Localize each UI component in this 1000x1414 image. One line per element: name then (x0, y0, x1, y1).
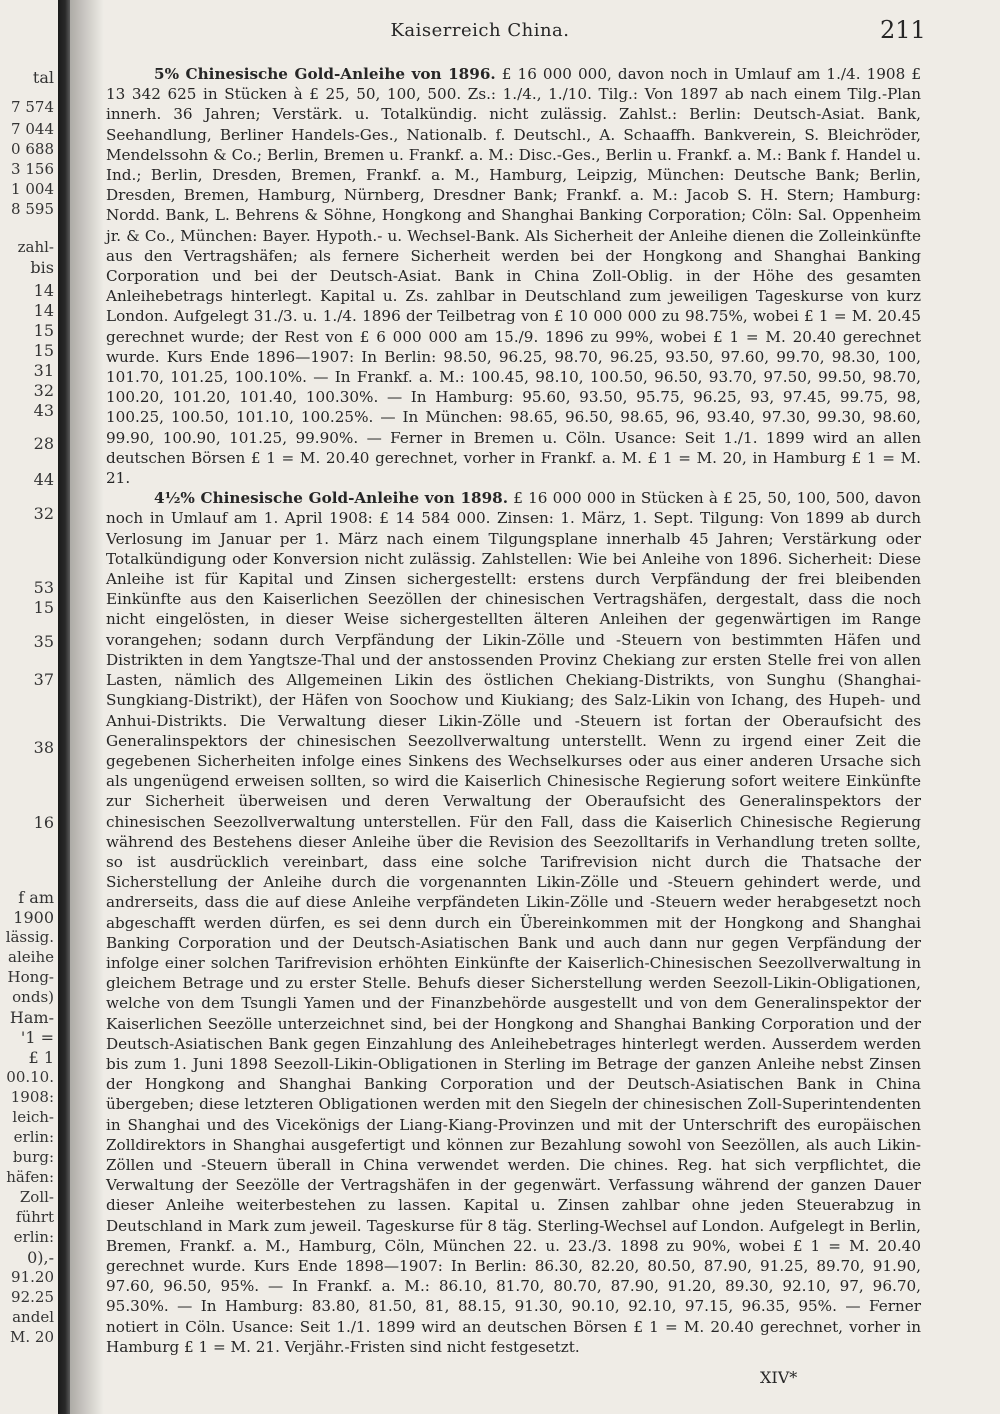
margin-fragment-line: 91.20 (11, 1268, 54, 1286)
margin-fragment-line: Zoll- (19, 1188, 54, 1206)
margin-fragment-line: Ham- (9, 1008, 54, 1027)
margin-fragment-line: erlin: (13, 1228, 54, 1246)
margin-fragment-line: 7 044 (11, 120, 54, 138)
margin-fragment-line: 1900 (13, 908, 54, 927)
margin-fragment-line: 0),- (27, 1248, 54, 1267)
margin-fragment-line: 37 (33, 670, 54, 689)
margin-fragment-line: 43 (33, 401, 54, 420)
margin-fragment-line: £ 1 (28, 1048, 54, 1067)
margin-fragment-line: 28 (33, 434, 54, 453)
margin-fragment-line: burg: (12, 1148, 54, 1166)
section-heading: 5% Chinesische Gold-Anleihe von 1896. (154, 65, 496, 83)
margin-fragment-line: 1908: (10, 1088, 54, 1106)
margin-fragment-line: 3 156 (11, 160, 54, 178)
margin-fragment-line: 15 (33, 598, 54, 617)
section-heading: 4½% Chinesische Gold-Anleihe von 1898. (154, 489, 509, 508)
margin-fragment-line: lässig. (5, 928, 54, 946)
margin-fragment-line: 7 574 (11, 98, 54, 116)
margin-fragment-line: 0 688 (11, 140, 54, 158)
section-text: £ 16 000 000 in Stücken à £ 25, 50, 100, 500, davon noch in Umlauf am 1. April 1908: £ 14 584 000. Zinsen: 1. März, 1. Sept. Tilgung: Von 1899 ab durch Verlosung im Januar per 1. März nach einem Tilgungsplane innerhalb 45 Jahren; Verstärkung oder Totalkündigung oder Konversion nicht zulässig. Zahlstellen: Wie bei Anleihe von 1896. Sicherheit: Diese Anleihe ist für Kapital und Zinsen sichergestellt: erstens durch Verpfändung der frei bleibenden Einkünfte aus den Kaiserlichen Seezöllen der chinesischen Vertragshäfen, dergestalt, dass die noch nicht eingelösten, in dieser Weise sichergestellten älteren Anleihen der gegenwärtigen im Range vorangehen; sodann durch Verpfändung der Likin-Zölle und -Steuern von bestimmten Häfen und Distrikten in dem Yangtsze-Thal und der anstossenden Provinz Chekiang zur ersten Stelle frei von allen Lasten, nämlich des Allgemeinen Likin des östlichen Chekiang-Distrikts, von Sunghu (Shanghai-Sungkiang-Distrikt), der Häfen von Soochow und Kiukiang; des Salz-Likin von Ichang, des Hupeh- und Anhui-Distrikts. Die Verwaltung dieser Likin-Zölle und -Steuern ist fortan der Oberaufsicht des Generalinspektors der chinesischen Seezollverwaltung unterstellt. Wenn zu irgend einer Zeit die gegebenen Sicherheiten infolge eines Sinkens des Wechselkurses oder aus einer anderen Ursache sich als ungenügend erweisen sollten, so wird die Kaiserlich Chinesische Regierung sofort weitere Einkünfte zur Sicherheit überweisen und deren Verwaltung der Oberaufsicht des Generalinspektors der chinesischen Seezollverwaltung unterstellen. Für den Fall, dass die Kaiserlich Chinesische Regierung während des Bestehens dieser Anleihe über die Revision des Seezolltarifs in Verhandlung treten sollte, so ist ausdrücklich vereinbart, dass eine solche Tarifrevision nicht durch die Thatsache der Sicherstellung der Anleihe durch die vorgenannten Likin-Zölle und -Steuern gehindert werde, und andrerseits, dass die auf diese Anleihe verpfändeten Likin-Zölle und -Steuern weder herabgesetzt noch abgeschafft werden dürfen, es sei denn durch ein Übereinkommen mit der Hongkong and Shanghai Banking Corporation und der Deutsch-Asiatischen Bank und auch dann nur gegen Verpfändung der infolge einer solchen Tarifrevision erhöhten Einkünfte der Kaiserlich-Chinesischen Seezollverwaltung in gleichem Betrage und zu erster Stelle. Behufs dieser Sicherstellung werden Seezoll-Likin-Obligationen, welche von dem Tsungli Yamen und der Finanzbehörde ausgestellt und von dem Generalinspektor der Kaiserlichen Seezölle unterzeichnet sind, bei der Hongkong and Shanghai Banking Corporation und der Deutsch-Asiatischen Bank gegen Einzahlung des Anleihebetrages hinterlegt werden. Ausserdem werden bis zum 1. Juni 1898 Seezoll-Likin-Obligationen in Sterling im Betrage der ganzen Anleihe nebst Zinsen der Hongkong and Shanghai Banking Corporation und der Deutsch-Asiatischen Bank in China übergeben; diese letzteren Obligationen werden mit den Siegeln der chinesischen Zoll-Superintendenten in Shanghai und des Vicekönigs der Liang-Kiang-Provinzen und mit der Unterschrift des europäischen Zolldirektors in Shanghai ausgefertigt und können zur Bezahlung sowohl von Seezöllen, als auch Likin-Zöllen und -Steuern überall in China verwendet werden. Die chines. Reg. hat sich verpflichtet, die Verwaltung der Seezölle der Vertragshäfen in der gegenwärt. Verfassung während der ganzen Dauer dieser Anleihe weiterbestehen zu lassen. Kapital u. Zinsen zahlbar ohne jeden Steuerabzug in Deutschland in Mark zum jeweil. Tageskurse für 8 täg. Sterling-Wechsel auf London. Aufgelegt in Berlin, Bremen, Frankf. a. M., Hamburg, Cöln, München 22. u. 23./3. 1898 zu 90%, wobei £ 1 = M. 20.40 gerechnet wurde. Kurs Ende 1898—1907: In Berlin: 86.30, 82.20, 80.50, 87.90, 91.25, 89.70, 91.90, 97.60, 96.50, 95%. — In Frankf. a. M.: 86.10, 81.70, 80.70, 87.90, 91.20, 89.30, 92.10, 97, 96.70, 95.30%. — In Hamburg: 83.80, 81.50, 81, 88.15, 91.30, 90.10, 92.10, 97.15, 96.35, 95%. — Ferner notiert in Cöln. Usance: Seit 1./1. 1899 wird an deutschen Börsen £ 1 = M. 20.40 gerechnet, vorher in Hamburg £ 1 = M. 21. Verjähr.-Fristen sind nicht festgesetzt. (106, 489, 922, 1356)
margin-fragment-line: tal (32, 68, 54, 87)
margin-fragment-line: 31 (33, 361, 54, 380)
margin-fragment-line: 32 (33, 504, 54, 523)
printer-signature-mark: XIV* (760, 1368, 798, 1387)
margin-fragment-line: erlin: (13, 1128, 54, 1146)
margin-fragment-line: leich- (12, 1108, 54, 1126)
margin-fragment-line: 14 (33, 301, 54, 320)
margin-fragment-line: häfen: (6, 1168, 54, 1186)
running-header-title: Kaiserreich China. (390, 20, 570, 41)
margin-fragment-line: aleihe (8, 948, 54, 966)
page-body (106, 64, 921, 1357)
margin-fragment-line: 44 (33, 470, 54, 489)
margin-fragment-line: führt (15, 1208, 54, 1226)
margin-fragment-line: zahl- (17, 238, 54, 256)
previous-page-margin-fragment (0, 0, 56, 1414)
margin-fragment-line: 8 595 (11, 200, 54, 218)
margin-fragment-line: 15 (33, 321, 54, 340)
margin-fragment-line: '1 = (20, 1028, 54, 1047)
book-spine-gutter (58, 0, 70, 1414)
margin-fragment-line: 1 004 (11, 180, 54, 198)
margin-fragment-line: 53 (33, 578, 54, 597)
margin-fragment-line: 35 (33, 632, 54, 651)
section-gold-loan-1896 (106, 64, 921, 488)
margin-fragment-line: Hong- (7, 968, 54, 986)
gutter-shadow (70, 0, 104, 1414)
margin-fragment-line: 00.10. (6, 1068, 54, 1086)
page-number: 211 (880, 16, 926, 44)
margin-fragment-line: onds) (12, 988, 54, 1006)
margin-fragment-line: 38 (33, 738, 54, 757)
margin-fragment-line: 15 (33, 341, 54, 360)
section-text: £ 16 000 000, davon noch in Umlauf am 1./4. 1908 £ 13 342 625 in Stücken à £ 25, 50, 100, 500. Zs.: 1./4., 1./10. Tilg.: Von 1897 ab nach einem Tilg.-Plan innerh. 36 Jahren; Verstärk. u. Totalkündig. nicht zulässig. Zahlst.: Berlin: Deutsch-Asiat. Bank, Seehandlung, Berliner Handels-Ges., Nationalb. f. Deutschl., A. Schaaffh. Bankverein, S. Bleichröder, Mendelssohn & Co.; Berlin, Bremen u. Frankf. a. M.: Disc.-Ges., Berlin u. Frankf. a. M.: Bank f. Handel u. Ind.; Berlin, Dresden, Bremen, Frankf. a. M., Hamburg, Leipzig, München: Deutsche Bank; Berlin, Dresden, Bremen, Hamburg, Nürnberg, Dresdner Bank; Frankf. a. M.: Jacob S. H. Stern; Hamburg: Nordd. Bank, L. Behrens & Söhne, Hongkong and Shanghai Banking Corporation; Cöln: Sal. Oppenheim jr. & Co., München: Bayer. Hypoth.- u. Wechsel-Bank. Als Sicherheit der Anleihe dienen die Zolleinkünfte aus den Vertragshäfen; als fernere Sicherheit werden bei der Hongkong and Shanghai Banking Corporation und bei der Deutsch-Asiat. Bank in China Zoll-Oblig. in der Höhe des gesamten Anleihebetrags hinterlegt. Kapital u. Zs. zahlbar in Deutschland zum jeweiligen Tageskurse von kurz London. Aufgelegt 31./3. u. 1./4. 1896 der Teilbetrag von £ 10 000 000 zu 98.75%, wobei £ 1 = M. 20.45 gerechnet wurde; der Rest von £ 6 000 000 am 15./9. 1896 zu 99%, wobei £ 1 = M. 20.40 gerechnet wurde. Kurs Ende 1896—1907: In Berlin: 98.50, 96.25, 98.70, 96.25, 93.50, 97.60, 99.70, 98.30, 100, 101.70, 101.25, 100.10%. — In Frankf. a. M.: 100.45, 98.10, 100.50, 96.50, 93.70, 97.50, 99.50, 98.70, 100.20, 101.20, 101.40, 100.30%. — In Hamburg: 95.60, 93.50, 95.75, 96.25, 93, 97.45, 99.75, 98, 100.25, 100.50, 101.10, 100.25%. — In München: 98.65, 96.50, 98.65, 96, 93.40, 97.30, 99.30, 98.60, 99.90, 100.90, 101.25, 99.90%. — Ferner in Bremen u. Cöln. Usance: Seit 1./1. 1899 wird an allen deutschen Börsen £ 1 = M. 20.40 gerechnet, vorher in Frankf. a. M. £ 1 = M. 20, in Hamburg £ 1 = M. 21. (106, 65, 922, 488)
margin-fragment-line: 16 (33, 813, 54, 832)
margin-fragment-line: M. 20 (10, 1328, 54, 1346)
section-gold-loan-1898 (106, 488, 921, 1357)
margin-fragment-line: 92.25 (11, 1288, 54, 1306)
margin-fragment-line: bis (30, 258, 54, 277)
margin-fragment-line: f am (18, 888, 54, 907)
margin-fragment-line: 14 (33, 281, 54, 300)
margin-fragment-line: andel (12, 1308, 54, 1326)
margin-fragment-line: 32 (33, 381, 54, 400)
